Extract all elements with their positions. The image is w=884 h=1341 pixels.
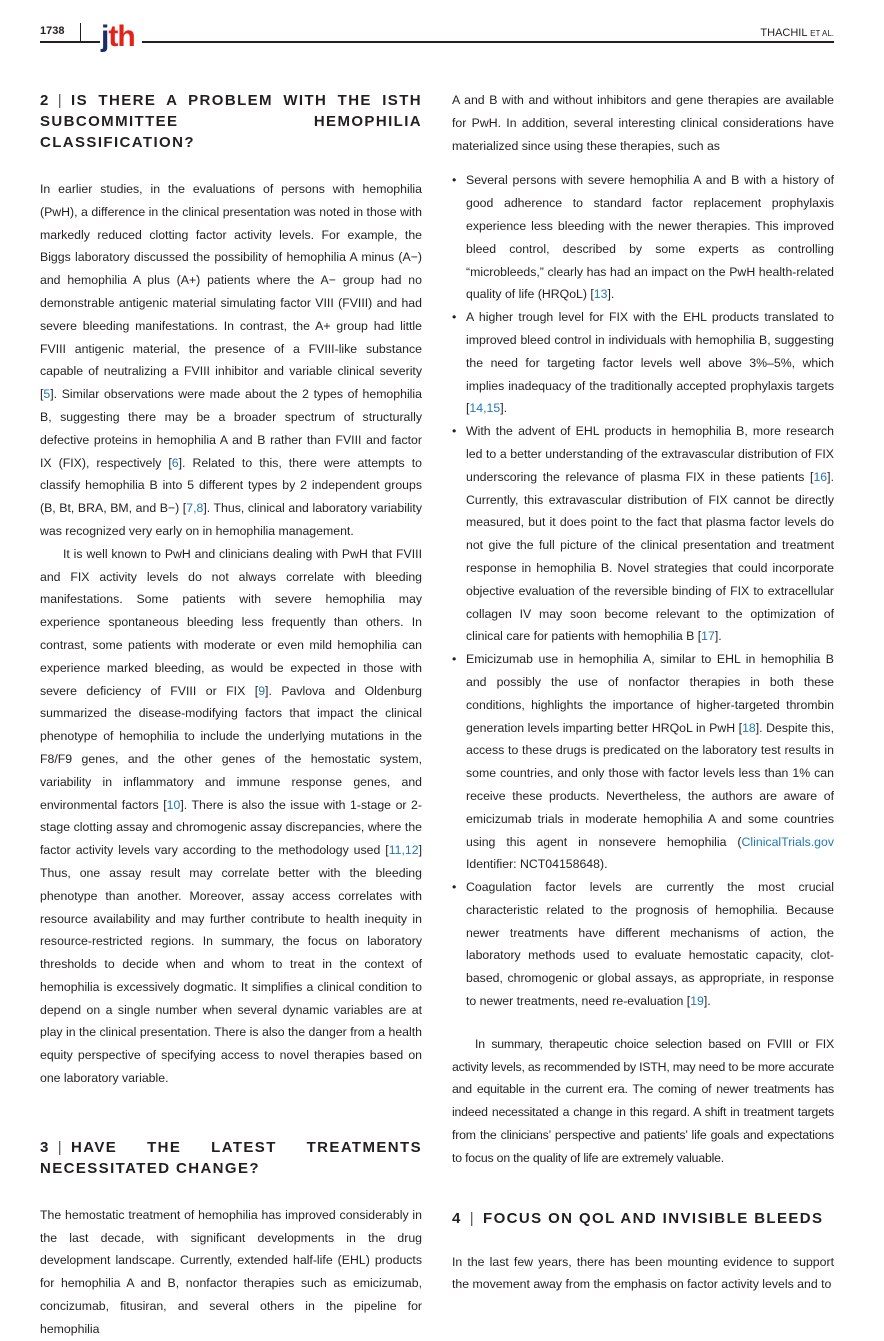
running-author: THACHIL ET AL. (760, 27, 834, 39)
text-run: It is well known to PwH and clinicians dealing with PwH that FVIII and FIX activity levels do not always correlate with bleeding manifestations. Some patients with severe hemophilia may experience spontaneous bleeding less frequently than others. In contrast, some patients with moderate or even mild hemophilia can experience marked bleeding, as would be expected in those with severe deficiency of FVIII or FIX [ (40, 546, 422, 698)
paragraph (452, 1251, 834, 1297)
reference-link[interactable]: 14,15 (469, 401, 501, 416)
reference-link[interactable]: 18 (742, 720, 756, 735)
paragraph (40, 543, 422, 1090)
reference-link[interactable]: 7,8 (186, 501, 204, 516)
reference-link[interactable]: 19 (690, 994, 704, 1009)
text-run: In earlier studies, in the evaluations of persons with hemophilia (PwH), a difference in the clinical presentation was noted in those with markedly reduced clotting factor activity levels. For example, the Biggs laboratory discussed the possibility of hemophilia A minus (A−) and hemophilia A plus (A+) patients where the A− group had no demonstrable antigenic material simulating factor VIII (FVIII) and had severe bleeding manifestations. In contrast, the A+ group had little FVIII antigenic material, the presence of a FVIII-like substance capable of neutralizing a FVIII inhibitor and variable clinical severity [ (40, 182, 422, 402)
reference-link[interactable]: ClinicalTrials.gov (741, 834, 834, 849)
text-run: In the last few years, there has been mounting evidence to support the movement away from the emphasis on factor activity levels and to (452, 1254, 834, 1292)
section-4-heading: 4 | FOCUS ON QOL AND INVISIBLE BLEEDS (452, 1209, 824, 1227)
header-rule (142, 41, 834, 43)
header-rule (40, 41, 100, 43)
text-run: ]. Despite this, access to these drugs is predicated on the laboratory test results in some countries, and only those with factor levels less than 1% can receive these products. Nevertheless, the authors are aware of emicizumab trials in moderate hemophilia A and some countries using this agent in nonsevere hemophilia ( (466, 720, 834, 849)
section-3-heading: 3 | HAVE THE LATEST TREATMENTS NECESSITATED CHANGE? (40, 1138, 422, 1177)
list-item (452, 169, 834, 306)
paragraph (452, 1033, 834, 1170)
text-run: A and B with and without inhibitors and gene therapies are available for PwH. In addition, several interesting clinical considerations have materialized since using these therapies, such as (452, 93, 834, 153)
reference-link[interactable]: 13 (593, 287, 608, 302)
text-run: ]. (607, 287, 615, 302)
header-divider (80, 23, 81, 43)
text-run: ]. Related to this, there were attempts to classify hemophilia B into 5 different types by 2 independent groups (B, Bt, BRA, BM, and B−) [ (40, 455, 422, 516)
text-run: Coagulation factor levels are currently the most crucial characteristic related to the prognosis of hemophilia. Because newer treatments have different mechanisms of action, the laboratory methods used to evaluate hemostatic capacity, clot-based, chromogenic or global assays, as appropriate, in response to newer treatments, need re-evaluation [ (466, 880, 834, 1009)
text-run: A higher trough level for FIX with the EHL products translated to improved bleed control in individuals with hemophilia B, suggesting the need for targeting factor levels well above 3%–5%, which implies inadequacy of the traditionally accepted prophylaxis targets [ (466, 310, 834, 416)
reference-link[interactable]: 17 (701, 629, 715, 644)
text-run: ]. (714, 629, 722, 644)
text-run: Identifier: NCT04158648). (466, 857, 608, 872)
journal-logo: jth (101, 20, 135, 53)
paragraph (40, 178, 422, 543)
reference-link[interactable]: 10 (166, 797, 181, 812)
text-run: ]. There is also the issue with 1-stage or 2-stage clotting assay and chromogenic assay discrepancies, where the factor activity levels vary according to the methodology used [ (40, 797, 422, 858)
list-item (452, 420, 834, 648)
paragraph (40, 1204, 422, 1341)
left-column (40, 90, 422, 1341)
text-run: Several persons with severe hemophilia A and B with a history of good adherence to standard factor replacement prophylaxis experience less bleeding with the newer therapies. This improved bleed control, described by some experts as controlling “microbleeds,” clearly has had an impact on the PwH health-related quality of life (HRQoL) [ (466, 173, 834, 302)
text-run: In summary, therapeutic choice selection based on FVIII or FIX activity levels, as recommended by ISTH, may need to be more accurate and equitable in the current era. The coming of newer treatments has indeed necessitated a change in this regard. A shift in treatment targets from the clinicians’ perspective and patients’ life goals and expectations to focus on the quality of life are extremely valuable. (452, 1036, 834, 1165)
text-run: ] Thus, one assay result may correlate better with the bleeding phenotype than another. Moreover, assay access correlates with resource availability and may further contribute to health inequity in resource-restricted regions. In summary, the focus on laboratory thresholds to decide when and whom to treat in the context of hemophilia is excessively dogmatic. It simplifies a clinical condition to depend on a single number when several dynamic variables are at play in the clinical presentation. There is also the danger from a health equity perspective of specifying access to novel therapies based on one laboratory variable. (40, 843, 422, 1086)
list-item (452, 306, 834, 420)
reference-link[interactable]: 16 (813, 469, 828, 484)
text-run: ]. Pavlova and Oldenburg summarized the disease-modifying factors that impact the clinical phenotype of hemophilia to include the underlying mutations in the F8/F9 genes, and the other genes of the hemostatic system, variability in inflammatory and immune response genes, and environmental factors [ (40, 683, 422, 812)
page-number: 1738 (40, 25, 65, 37)
list-item (452, 648, 834, 876)
reference-link[interactable]: 9 (258, 683, 266, 698)
text-run: Emicizumab use in hemophilia A, similar to EHL in hemophilia B and possibly the use of nonfactor therapies in both these conditions, highlights the importance of higher-targeted thrombin generation levels imparting better HRQoL in PwH [ (466, 652, 834, 735)
bullet-list (452, 169, 834, 1012)
list-item (452, 876, 834, 1013)
right-column (452, 89, 834, 1296)
text-run: ]. Currently, this extravascular distribution of FIX cannot be directly measured, but it does point to the fact that plasma factor levels do not give the full picture of the clinical presentation and treatment response in hemophilia B. Novel strategies that could incorporate objective evaluation of the reversible binding of FIX to extracellular collagen IV may soon become relevant to the optimization of clinical care for patients with hemophilia B [ (466, 469, 834, 644)
text-run: ]. Thus, clinical and laboratory variability was recognized very early on in hemophilia management. (40, 501, 422, 538)
section-2-heading: 2 | IS THERE A PROBLEM WITH THE ISTH SUBCOMMITTEE HEMOPHILIA CLASSIFICATION? (40, 92, 422, 151)
reference-link[interactable]: 11,12 (388, 843, 419, 858)
paragraph (452, 89, 834, 157)
text-run: ]. Similar observations were made about the 2 types of hemophilia B, suggesting there may be a broader spectrum of structurally defective proteins in hemophilia A and B rather than FVIII and factor IX (FIX), respectively [ (40, 387, 422, 470)
text-run: ]. (500, 401, 508, 416)
text-run: With the advent of EHL products in hemophilia B, more research led to a better understanding of the extravascular distribution of FIX underscoring the relevance of plasma FIX in these patients [ (466, 424, 834, 484)
text-run: The hemostatic treatment of hemophilia has improved considerably in the last decade, with significant developments in the drug development landscape. Currently, extended half-life (EHL) products for hemophilia A and B, nonfactor therapies such as emicizumab, concizumab, fitusiran, and several others in the pipeline for hemophilia (40, 1207, 422, 1336)
reference-link[interactable]: 5 (43, 387, 51, 402)
text-run: ]. (703, 994, 711, 1009)
reference-link[interactable]: 6 (171, 455, 179, 470)
